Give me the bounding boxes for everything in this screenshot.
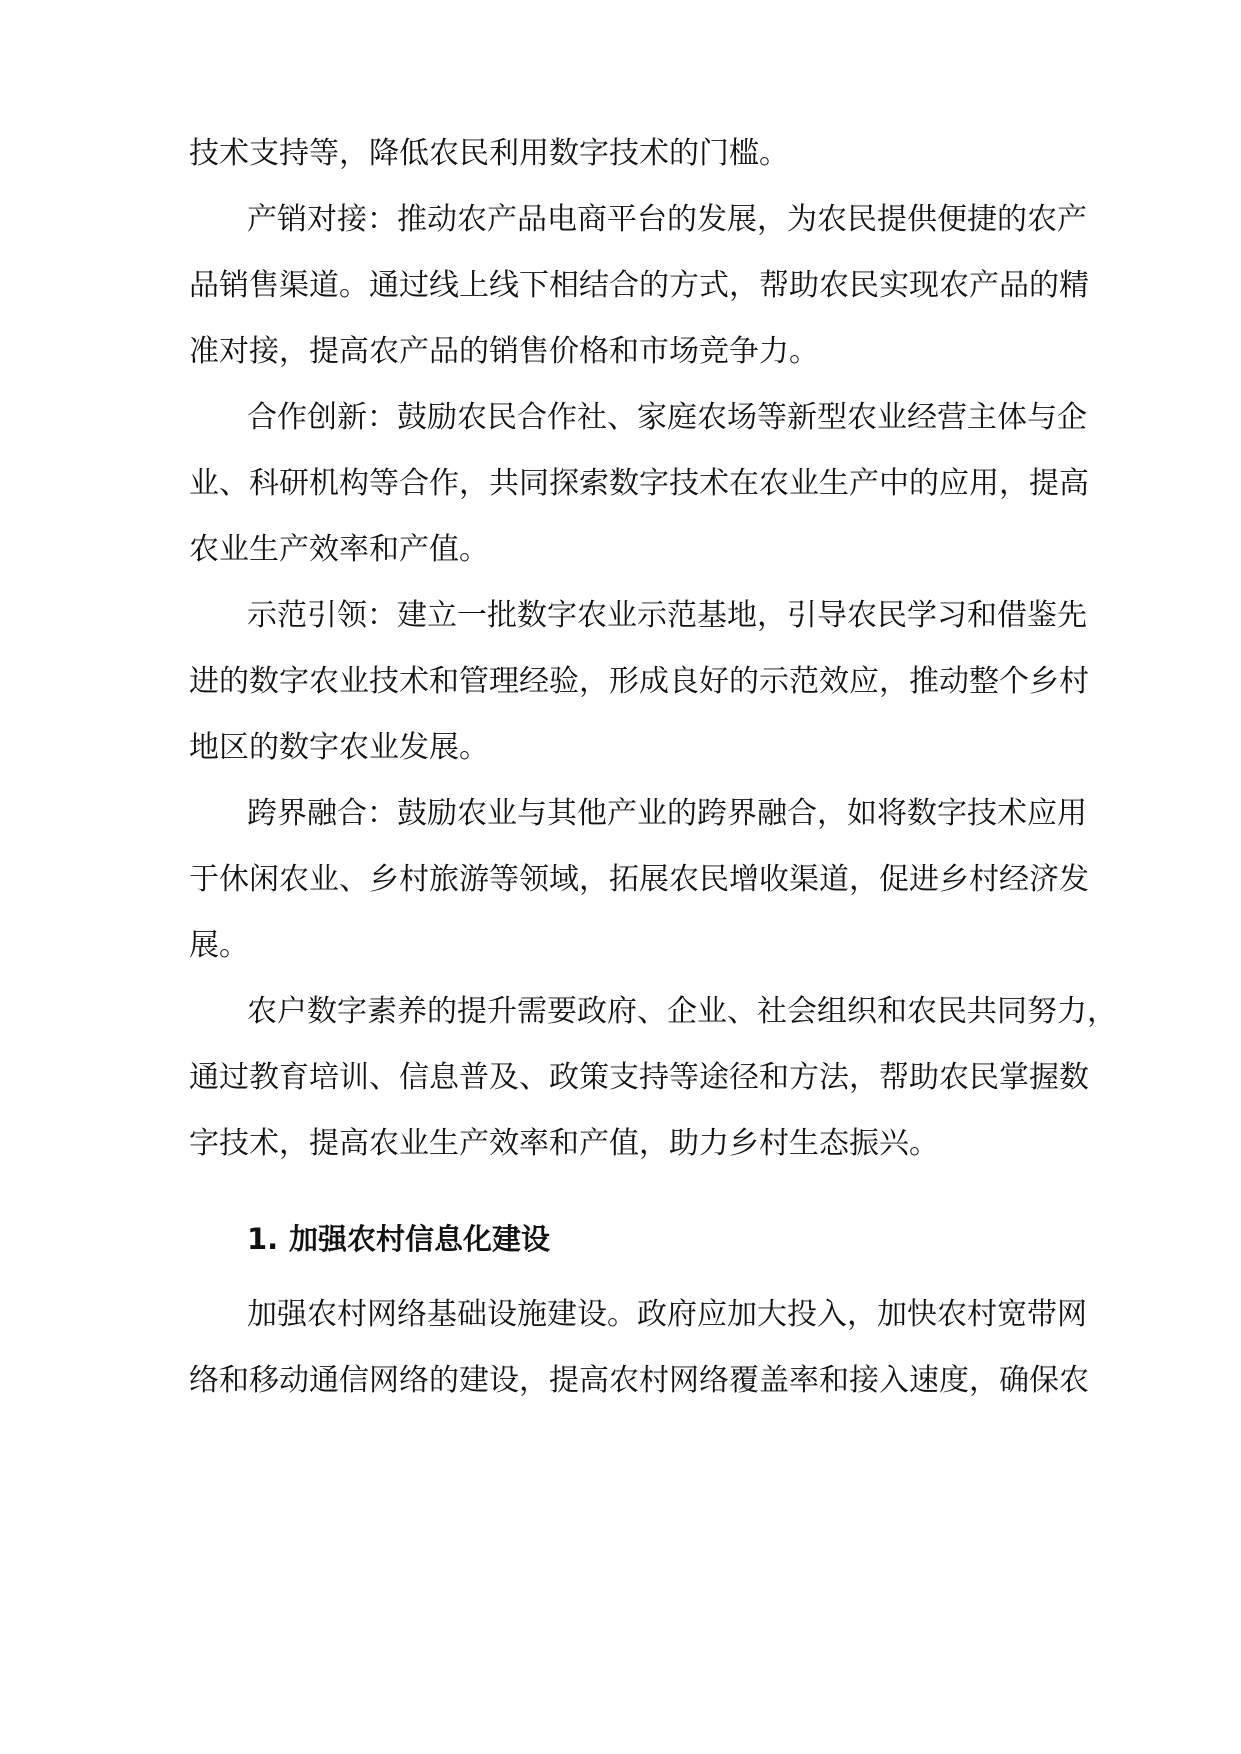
paragraph-line: 农户数字素养的提升需要政府、企业、社会组织和农民共同努力， <box>247 994 1117 1029</box>
paragraph-line: 业、科研机构等合作，共同探索数字技术在农业生产中的应用，提高 <box>189 466 1089 501</box>
paragraph-line: 品销售渠道。通过线上线下相结合的方式，帮助农民实现农产品的精 <box>189 268 1089 303</box>
paragraph-line: 字技术，提高农业生产效率和产值，助力乡村生态振兴。 <box>189 1126 939 1161</box>
paragraph-line: 通过教育培训、信息普及、政策支持等途径和方法，帮助农民掌握数 <box>189 1060 1089 1095</box>
paragraph-line: 展。 <box>189 928 249 963</box>
paragraph-line: 络和移动通信网络的建设，提高农村网络覆盖率和接入速度，确保农 <box>189 1363 1089 1398</box>
paragraph-line: 示范引领：建立一批数字农业示范基地，引导农民学习和借鉴先 <box>247 598 1087 633</box>
paragraph-line: 准对接，提高农产品的销售价格和市场竞争力。 <box>189 334 819 369</box>
section-number: 1. <box>247 1222 279 1256</box>
paragraph-line: 于休闲农业、乡村旅游等领域，拓展农民增收渠道，促进乡村经济发 <box>189 862 1089 897</box>
paragraph-line: 合作创新：鼓励农民合作社、家庭农场等新型农业经营主体与企 <box>247 400 1087 435</box>
paragraph-line: 跨界融合：鼓励农业与其他产业的跨界融合，如将数字技术应用 <box>247 796 1087 831</box>
section-title: 加强农村信息化建设 <box>289 1222 551 1256</box>
paragraph-line: 进的数字农业技术和管理经验，形成良好的示范效应，推动整个乡村 <box>189 664 1089 699</box>
paragraph-line: 加强农村网络基础设施建设。政府应加大投入，加快农村宽带网 <box>247 1297 1087 1332</box>
paragraph-line: 农业生产效率和产值。 <box>189 532 489 567</box>
section-heading <box>247 1222 550 1256</box>
paragraph-line: 产销对接：推动农产品电商平台的发展，为农民提供便捷的农产 <box>247 202 1087 237</box>
paragraph-line: 技术支持等，降低农民利用数字技术的门槛。 <box>189 136 789 171</box>
paragraph-line: 地区的数字农业发展。 <box>189 730 489 765</box>
